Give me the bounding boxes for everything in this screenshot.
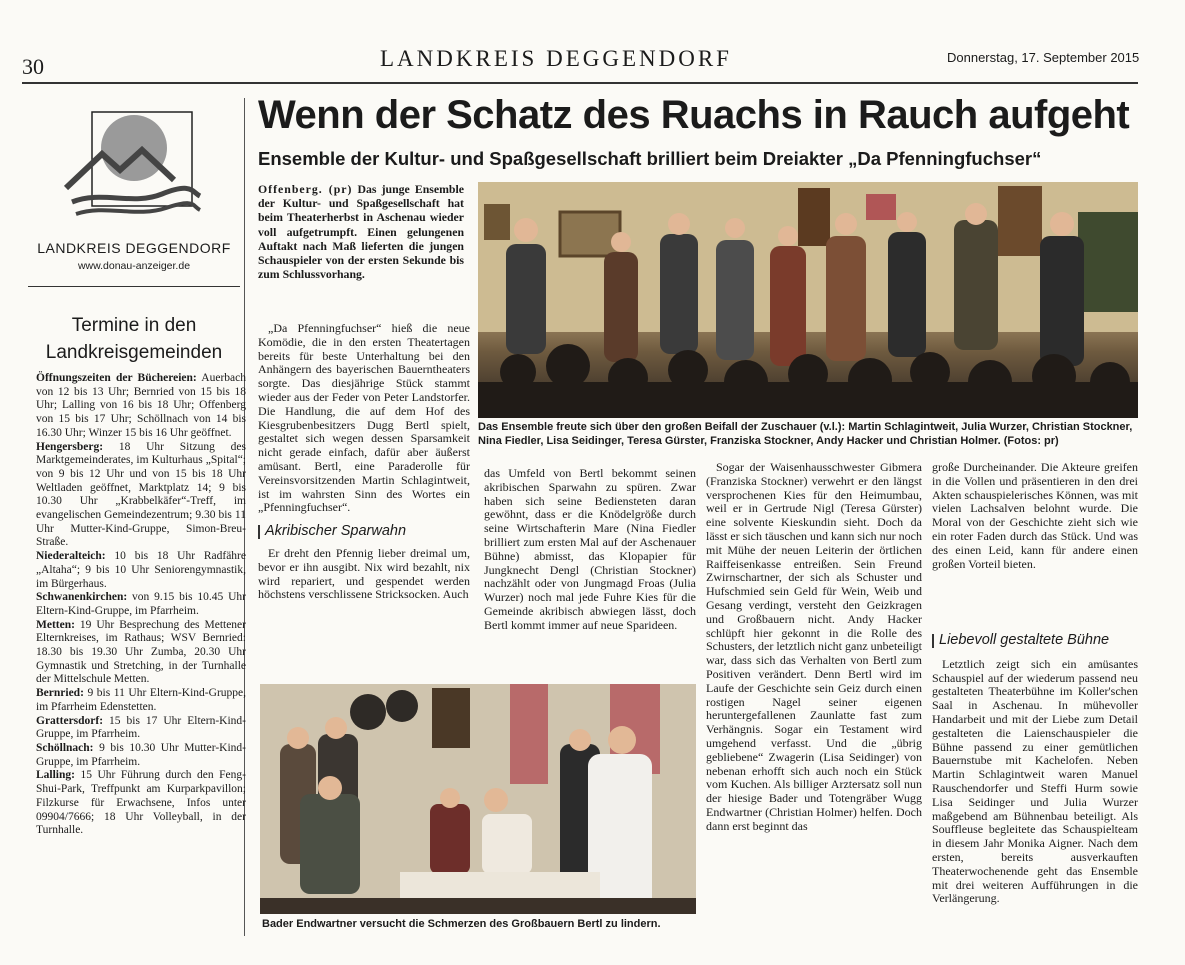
article-subheadline: Ensemble der Kultur- und Spaßgesellschaft brilliert beim Dreiakter „Da Pfenningfuchser“: [258, 148, 1042, 169]
event-entry: Metten: 19 Uhr Besprechung des Mettener Elternkreises, im Rathaus; WSV Bernried: 18.30 bis 19.30 Uhr Zumba, 20.30 Uhr Gymnastik und Stretching, in der Turnhalle der Mittelschule Metten.: [36, 618, 246, 686]
event-entry: Niederalteich: 10 bis 18 Uhr Radfähre „Altaha“; 9 bis 10 Uhr Seniorengymnastik, im Bürgerhaus.: [36, 550, 246, 590]
article-lead: Offenberg. (pr) Das junge Ensemble der Kultur- und Spaßgesellschaft hat beim Theaterherbst in Aschenau wieder voll aufgetrumpft. Einen gelungenen Auftakt nach Maß lieferten die jungen Schauspieler von der ersten Sekunde bis zum Schlussvorhang.: [258, 182, 464, 282]
event-entry: Schöllnach: 9 bis 10.30 Uhr Mutter-Kind-Gruppe, im Pfarrheim.: [36, 741, 246, 768]
event-entry: Hengersberg: 18 Uhr Sitzung des Marktgemeinderates, im Kulturhaus „Spital“; von 9 bis 12 Uhr und von 15 bis 18 Uhr Weltladen geöffnet, Marktplatz 14; 9 bis 10.30 Uhr „Krabbelkäfer“-Treff, im evangelischen Gemeindezentrum; 9.30 bis 11 Uhr Mutter-Kind-Gruppe, Simon-Breu-Straße.: [36, 440, 246, 549]
ensemble-photo-caption: Das Ensemble freute sich über den großen Beifall der Zuschauer (v.l.): Martin Schlagintweit, Julia Wurzer, Christian Stockner, Nina Fiedler, Lisa Seidinger, Teresa Gürster, Franziska Stockner, Andy Hacker und Christian Holmer. (Fotos: pr): [478, 421, 1133, 447]
subheading-akribischer-sparwahn: Akribischer Sparwahn: [258, 525, 470, 539]
article-headline: Wenn der Schatz des Ruachs in Rauch aufgeht: [258, 93, 1130, 137]
sidebar-brand: LANDKREIS DEGGENDORF: [37, 240, 231, 256]
article-column-1: [258, 322, 470, 602]
paragraph: Letztlich zeigt sich ein amüsantes Schauspiel auf der wiederum passend neu gestalteten Theaterbühne im Koller'schen Saal in Aschenau. In mühevoller Handarbeit und mit der Liebe zum Detail gestalteten die Laienschauspieler die Bühne passend zu einer gemütlichen Bauernstube mit Kachelofen. Neben Martin Schlagintweit waren Manuel Rauschendorfer und Steffi Hurm sowie Lisa Seidinger und Julia Wurzer maßgebend am Bühnenbau beteiligt. Als Souffleuse begleitete das Schauspielteam in diesem Jahr Monika Aigner. Nach dem ersten, bereits ausverkauften Theaterwochenende geht das Ensemble mit drei weiteren Aufführungen in die Verlängerung.: [932, 656, 1138, 906]
article-column-2: [484, 467, 696, 633]
sidebar-title: [28, 312, 240, 366]
article-column-4-second-part: [932, 634, 1138, 906]
landkreis-logo: [62, 110, 202, 226]
event-list: [36, 372, 246, 838]
event-entry: Öffnungszeiten der Büchereien: Auerbach von 12 bis 13 Uhr; Bernried von 15 bis 18 Uhr; Lalling von 16 bis 18 Uhr; Offenberg von 15 bis 17 Uhr; Schöllnach von 14 bis 16.30 Uhr; Winzer 15 bis 16 Uhr geöffnet.: [36, 372, 246, 439]
paragraph: das Umfeld von Bertl bekommt seinen akribischen Sparwahn zu spüren. Zwar haben sich seine Bediensteten daran gewöhnt, dass er die Knödelgröße durch seine Wirtschafterin Mare (Nina Fiedler brilliert zum ersten Mal auf der Aschenauer Bühne) abmisst, das Klopapier für Jungknecht Dengl (Christian Stockner) nachzählt oder von Jungmagd Froas (Julia Wurzer) noch mal jede Fuhre Kies für die Gemeinde akribisch abwiegen lässt, doch Bertl kommt immer auf neue Sparideen.: [484, 466, 696, 632]
section-title: LANDKREIS DEGGENDORF: [380, 46, 732, 71]
page-number: 30: [22, 54, 44, 79]
sidebar-title-line2: Landkreisgemeinden: [45, 342, 223, 363]
scene-photo-drawing: [260, 684, 696, 914]
event-entry: Bernried: 9 bis 11 Uhr Eltern-Kind-Gruppe, im Pfarrheim Edenstetten.: [36, 687, 246, 713]
subheading-liebevoll-gestaltete-buehne: Liebevoll gestaltete Bühne: [932, 634, 1138, 648]
article-column-3: [706, 461, 922, 834]
event-entry: Schwanenkirchen: von 9.15 bis 10.45 Uhr Eltern-Kind-Gruppe, im Pfarrheim.: [36, 591, 246, 617]
ensemble-photo-drawing: [478, 182, 1138, 418]
sidebar-title-line1: Termine in den: [71, 315, 197, 336]
paragraph: Er dreht den Pfennig lieber dreimal um, bevor er ihn ausgibt. Nix wird bezahlt, nix wird repariert, und gespendet werden höchstens verschlissene Stricksocken. Auch: [258, 545, 470, 602]
article-column-4: [932, 461, 1138, 571]
issue-date: Donnerstag, 17. September 2015: [947, 50, 1140, 65]
paragraph: Sogar der Waisenhausschwester Gibmera (Franziska Stockner) verwehrt er den längst versprochenen Kies für den Heimumbau, weil er in Gertrude Nigl (Teresa Gürster) eine solvente Kieskundin sieht. Doch da lässt er sich täuschen und kann sich nur noch mit Mühe der neuen Leiterin der örtlichen Raiffeisenkasse entreißen. Sein Freund Zwirnschartner, der sich als Schuster und Hufschmied sein Geld für Wein, Weib und Gesang verdingt, versteht den Geizkragen und Großbauern nicht. Andy Hacker schlüpft hier gekonnt in die Rolle des Schusters, der letztlich nicht ganz unbeteiligt war, dass sich das Verhalten von Bertl zum Positiven verändert. Denn Bertl wird im Laufe der Geschichte sein Geiz durch einen rostigen Nagel seiner eigenen heruntergefallenen Zaunlatte fast zum Verhängnis. Sogar ein Testament wird umgehend verfasst. Und die „übrig gebliebene“ Zwagerin (Lisa Seidinger) von nebenan erhofft sich auch noch ein Stück vom Kuchen. Als billiger Arztersatz soll nun der hiesige Bader und Totengräber Wugg Endwartner (Christian Holmer) helfen. Doch dann erst beginnt das: [706, 460, 922, 833]
event-entry: Lalling: 15 Uhr Führung durch den Feng-Shui-Park, Treffpunkt am Kurparkpavillon; Filzkurse für Erwachsene, Infos unter 09904/7666; 18 Uhr Volleyball, in der Turnhalle.: [36, 769, 246, 837]
ensemble-photo: [478, 182, 1138, 418]
paragraph: „Da Pfenningfuchser“ hieß die neue Komödie, die in den ersten Theatertagen bereits für beste Unterhaltung bei den Anhängern des bayerischen Bauerntheaters sorgte. Das diesjährige Stück stammt wieder aus der Feder von Peter Landstorfer. Die Handlung, die auf dem Hof des Kiesgrubenbesitzers Dugg Bertl spielt, gestaltet sich wegen dessen Sparsamkeit nicht gerade einfach, dafür aber äußerst amüsant. Bertl, eine Paraderolle für Vereinsvorsitzenden Martin Schlagintweit, ist im wahrsten Sinn des Wortes ein „Pfenningfuchser“.: [258, 321, 470, 515]
paragraph: große Durcheinander. Die Akteure greifen in die Vollen und präsentieren in den drei Akten schauspielerisches Können, was mit vielen Lachsalven belohnt wurde. Die Moral von der Geschichte zieht sich wie ein roter Faden durch das Stück. Und was des einen Leid, kann für andere einen großen Vorteil bieten.: [932, 460, 1138, 571]
sidebar-url[interactable]: www.donau-anzeiger.de: [77, 260, 191, 272]
scene-photo-caption: Bader Endwartner versucht die Schmerzen des Großbauern Bertl zu lindern.: [262, 918, 661, 930]
event-entry: Grattersdorf: 15 bis 17 Uhr Eltern-Kind-Gruppe, im Pfarrheim.: [36, 714, 246, 741]
header-rule: [22, 82, 1138, 84]
sidebar-rule: [28, 286, 240, 287]
scene-photo: [260, 684, 696, 914]
